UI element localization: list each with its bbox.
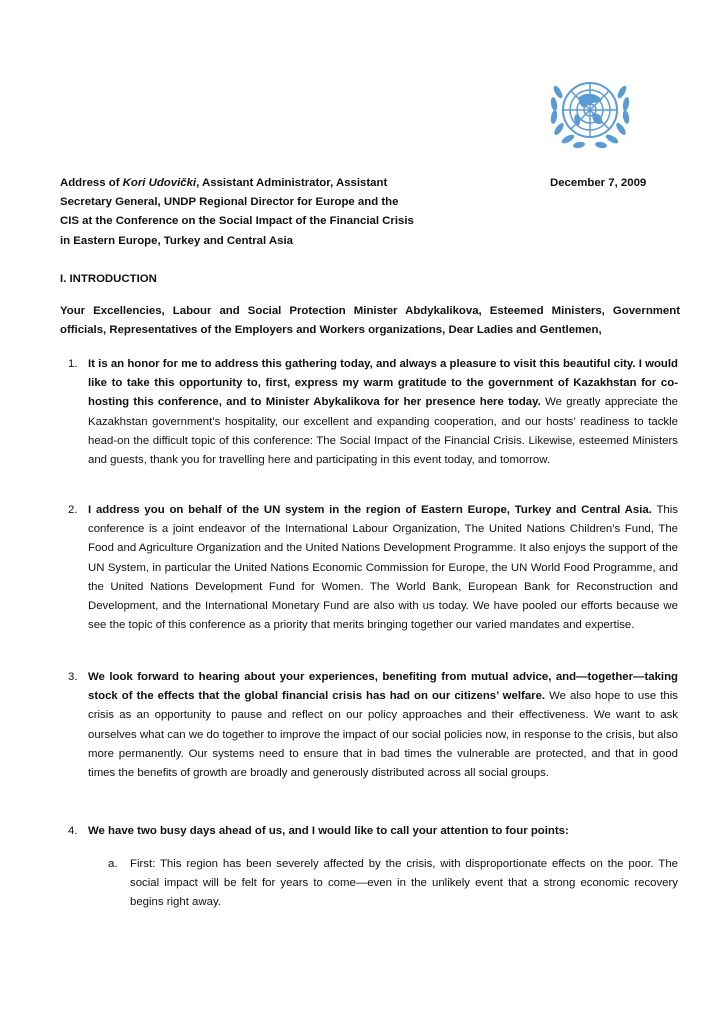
section-title: I. INTRODUCTION	[60, 273, 157, 285]
sub-point-a	[108, 855, 678, 913]
paragraph-bold-text: It is an honor for me to address this gathering today, and always a pleasure to visit this beautiful city. I would like to take this opportunity to, first, express my warm gratitude to the government of Kazakhstan for co-hosting this conference, and to Minister Abykalikova for her presence here today.	[88, 358, 678, 409]
paragraph-number: 2.	[68, 504, 78, 516]
paragraph-3	[68, 668, 678, 783]
address-line-3: CIS at the Conference on the Social Impact of the Financial Crisis	[60, 215, 414, 228]
paragraph-bold-text: I address you on behalf of the UN system in the region of Eastern Europe, Turkey and Central Asia.	[88, 504, 652, 516]
paragraph-number: 4.	[68, 825, 78, 837]
paragraph-number: 3.	[68, 671, 78, 683]
paragraph-text: We greatly appreciate the Kazakhstan government’s hospitality, our excellent and expanding cooperation, and our hosts’ readiness to tackle head-on the difficult topic of this conference: The Social Impact of the Financial Crisis. Likewise, esteemed Ministers and guests, thank you for travelling here and participating in this event today, and tomorrow.	[88, 396, 679, 467]
paragraph-bold-text: We have two busy days ahead of us, and I would like to call your attention to four points:	[88, 825, 569, 837]
address-line-1: Address of Kori Udovički, Assistant Administrator, Assistant	[60, 177, 388, 189]
salutation: Your Excellencies, Labour and Social Protection Minister Abdykalikova, Esteemed Ministers, Government officials, Representatives of the Employers and Workers organizations, Dear Ladies and Gentlemen,	[60, 305, 680, 337]
sub-point-letter: a.	[108, 858, 118, 870]
paragraph-2	[68, 501, 678, 635]
address-header	[60, 174, 420, 251]
paragraph-4	[68, 822, 678, 841]
paragraph-number: 1.	[68, 358, 78, 370]
paragraph-text: We also hope to use this crisis as an opportunity to pause and reflect on our policy approaches and their effectiveness. We want to ask ourselves what can we do together to improve the impact of our social policies now, in response to the crisis, but also more permanently. Our systems need to ensure that in bad times the vulnerable are protected, and that in good times the benefits of growth are broadly and generously distributed across all social groups.	[88, 690, 678, 780]
paragraph-text: This conference is a joint endeavor of the International Labour Organization, The United Nations Children’s Fund, The Food and Agriculture Organization and the United Nations Development Programme. It also enjoys the support of the UN System, in particular the United Nations Economic Commission for Europe, the UN World Food Programme, and the United Nations Development Fund for Women. The World Bank, European Bank for Reconstruction and Development, and the International Monetary Fund are also with us today. We have pooled our efforts because we see the topic of this conference as a priority that merits bringing together our varied mandates and expertise.	[88, 504, 678, 632]
address-line-2: Secretary General, UNDP Regional Director for Europe and the	[60, 196, 399, 209]
paragraph-1	[68, 355, 679, 470]
speaker-name: Kori Udovički	[122, 177, 197, 189]
paragraph-bold-text: We look forward to hearing about your experiences, benefiting from mutual advice, and—together—taking stock of the effects that the global financial crisis has had on our citizens’ welfare.	[88, 671, 678, 703]
sub-point-text: First: This region has been severely affected by the crisis, with disproportionate effects on the poor. The social impact will be felt for years to come—even in the unlikely event that a strong economic recovery begins right away.	[130, 858, 678, 909]
document-date: December 7, 2009	[550, 177, 647, 189]
address-line-4: in Eastern Europe, Turkey and Central Asia	[60, 234, 293, 247]
un-emblem-icon	[540, 70, 640, 156]
